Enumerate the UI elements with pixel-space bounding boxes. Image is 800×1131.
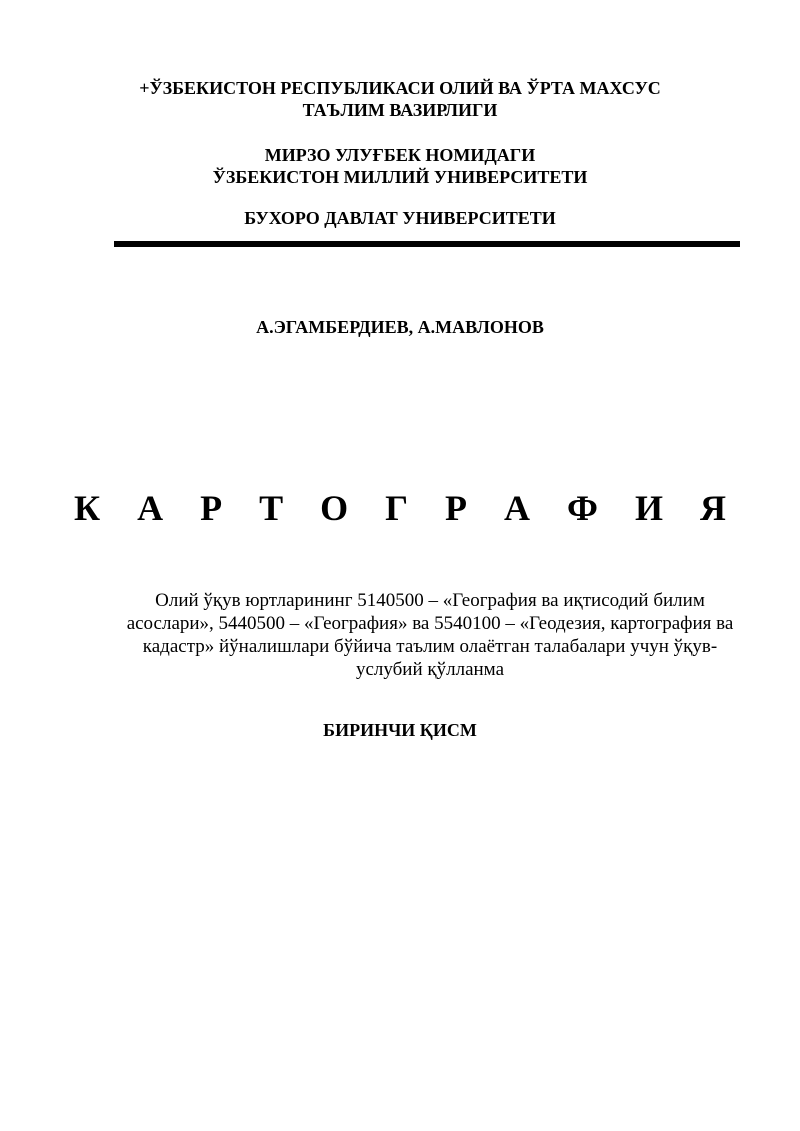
- description-line-3: кадастр» йўналишлари бўйича таълим олаётган талабалари учун ўқув-: [142, 636, 718, 657]
- branch-line: БУХОРО ДАВЛАТ УНИВЕРСИТЕТИ: [244, 208, 556, 228]
- description-line-4: услубий қўлланма: [355, 659, 505, 680]
- branch-heading: [0, 207, 800, 229]
- ministry-heading: [0, 77, 800, 121]
- horizontal-divider: [114, 241, 740, 247]
- university-line-2: ЎЗБЕКИСТОН МИЛЛИЙ УНИВЕРСИТЕТИ: [212, 167, 588, 187]
- part-label: БИРИНЧИ ҚИСМ: [323, 720, 477, 740]
- description-line-2: асослари», 5440500 – «География» ва 5540100 – «Геодезия, картография ва: [126, 613, 734, 634]
- description: [120, 589, 740, 681]
- ministry-line-2: ТАЪЛИМ ВАЗИРЛИГИ: [302, 100, 498, 120]
- university-heading: [0, 144, 800, 188]
- page-title: [0, 486, 800, 530]
- ministry-line-1: +ЎЗБЕКИСТОН РЕСПУБЛИКАСИ ОЛИЙ ВА ЎРТА МАХСУС: [139, 78, 661, 98]
- title-text: К А Р Т О Г Р А Ф И Я: [74, 488, 740, 528]
- authors: А.ЭГАМБЕРДИЕВ, А.МАВЛОНОВ: [256, 317, 544, 337]
- description-line-1: Олий ўқув юртларининг 5140500 – «География ва иқтисодий билим: [155, 590, 705, 611]
- university-line-1: МИРЗО УЛУҒБЕК НОМИДАГИ: [264, 145, 536, 165]
